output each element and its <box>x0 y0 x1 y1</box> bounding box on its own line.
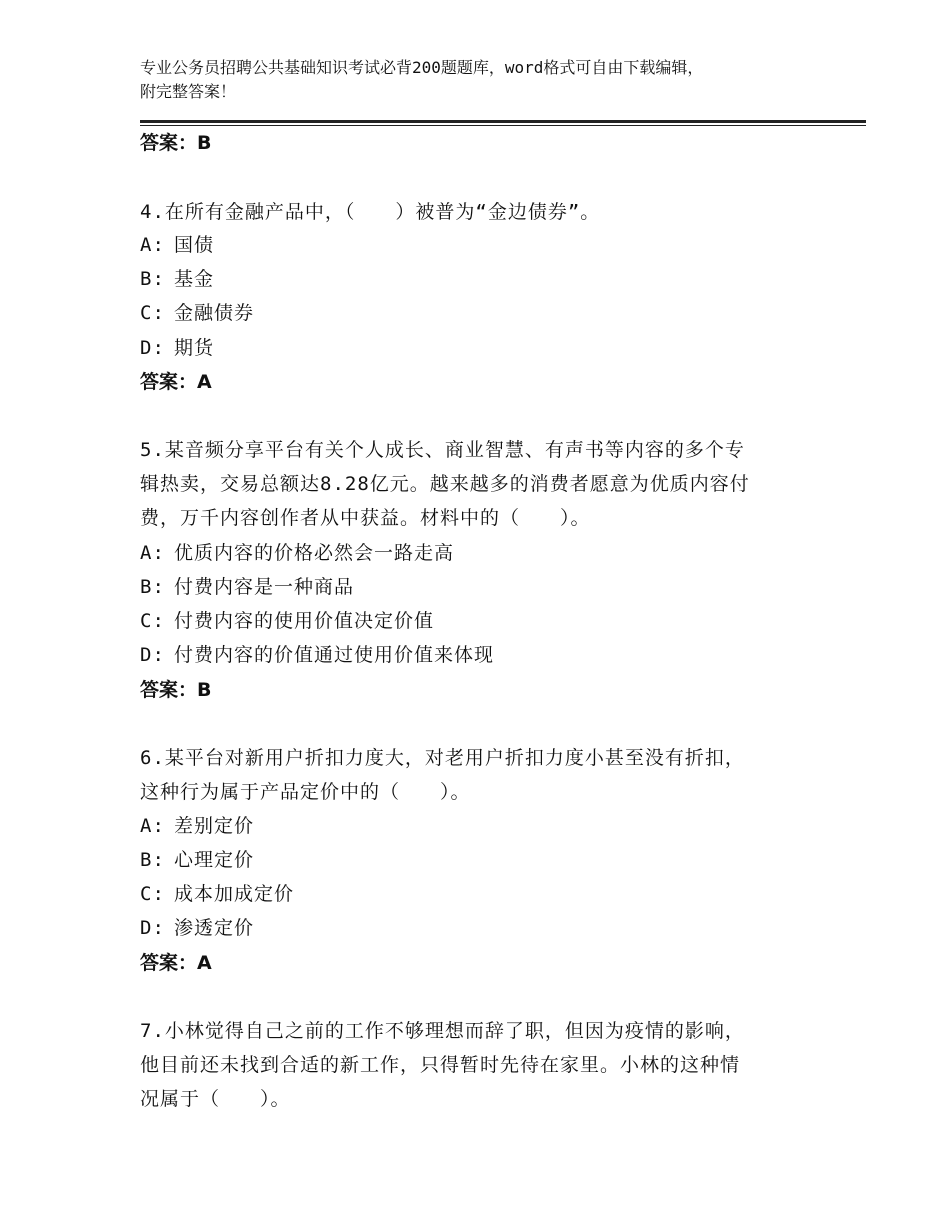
document-header <box>140 56 840 104</box>
option-letter: A: <box>140 542 165 564</box>
question-4-option-a <box>140 232 214 258</box>
question-4-stem <box>140 195 820 229</box>
option-text: 国债 <box>174 234 215 256</box>
option-letter: A: <box>140 234 165 256</box>
question-7-stem <box>140 1014 820 1116</box>
question-4-option-c <box>140 300 254 326</box>
option-text: 基金 <box>174 268 215 290</box>
question-4-answer: 答案：A <box>140 371 212 393</box>
question-6-option-b <box>140 847 254 873</box>
header-rule-thick <box>140 120 866 123</box>
option-text: 成本加成定价 <box>174 883 295 905</box>
option-letter: C: <box>140 302 165 324</box>
option-letter: B: <box>140 849 165 871</box>
question-7-line-1: 7.小林觉得自己之前的工作不够理想而辞了职，但因为疫情的影响， <box>140 1020 745 1042</box>
question-5-answer: 答案：B <box>140 679 212 701</box>
option-letter: B: <box>140 576 165 598</box>
question-5-option-b <box>140 574 354 600</box>
header-line-2: 附完整答案！ <box>140 82 237 101</box>
question-5-option-a <box>140 540 454 566</box>
option-letter: D: <box>140 644 165 666</box>
header-line-1: 专业公务员招聘公共基础知识考试必背200题题库，word格式可自由下载编辑， <box>140 58 704 77</box>
option-text: 渗透定价 <box>174 917 255 939</box>
option-text: 期货 <box>174 337 215 359</box>
question-6-answer: 答案：A <box>140 952 212 974</box>
option-text: 付费内容是一种商品 <box>174 576 355 598</box>
answer-previous: 答案：B <box>140 132 212 154</box>
question-4-line-1: 4.在所有金融产品中，（ ）被普为“金边债券”。 <box>140 201 601 223</box>
option-text: 优质内容的价格必然会一路走高 <box>174 542 455 564</box>
option-letter: B: <box>140 268 165 290</box>
option-letter: D: <box>140 337 165 359</box>
question-5-option-c <box>140 608 434 634</box>
option-letter: D: <box>140 917 165 939</box>
question-5-stem <box>140 433 820 535</box>
question-7-line-3: 况属于（ ）。 <box>140 1088 291 1110</box>
question-6-stem <box>140 741 820 809</box>
question-4-option-b <box>140 266 214 292</box>
option-letter: C: <box>140 883 165 905</box>
question-6-option-c <box>140 881 294 907</box>
option-letter: C: <box>140 610 165 632</box>
question-5-line-2: 辑热卖，交易总额达8.28亿元。越来越多的消费者愿意为优质内容付 <box>140 473 750 495</box>
question-7-line-2: 他目前还未找到合适的新工作，只得暂时先待在家里。小林的这种情 <box>140 1054 741 1076</box>
header-rule-thin <box>140 125 866 126</box>
question-4-option-d <box>140 335 214 361</box>
option-text: 付费内容的使用价值决定价值 <box>174 610 435 632</box>
question-6-option-d <box>140 915 254 941</box>
question-5-option-d <box>140 642 494 668</box>
question-5-line-1: 5.某音频分享平台有关个人成长、商业智慧、有声书等内容的多个专 <box>140 439 745 461</box>
option-text: 金融债券 <box>174 302 255 324</box>
question-6-line-2: 这种行为属于产品定价中的（ ）。 <box>140 781 471 803</box>
option-letter: A: <box>140 815 165 837</box>
option-text: 差别定价 <box>174 815 255 837</box>
question-6-option-a <box>140 813 254 839</box>
option-text: 付费内容的价值通过使用价值来体现 <box>174 644 495 666</box>
question-6-line-1: 6.某平台对新用户折扣力度大，对老用户折扣力度小甚至没有折扣， <box>140 747 745 769</box>
option-text: 心理定价 <box>174 849 255 871</box>
question-5-line-3: 费，万千内容创作者从中获益。材料中的（ ）。 <box>140 507 591 529</box>
